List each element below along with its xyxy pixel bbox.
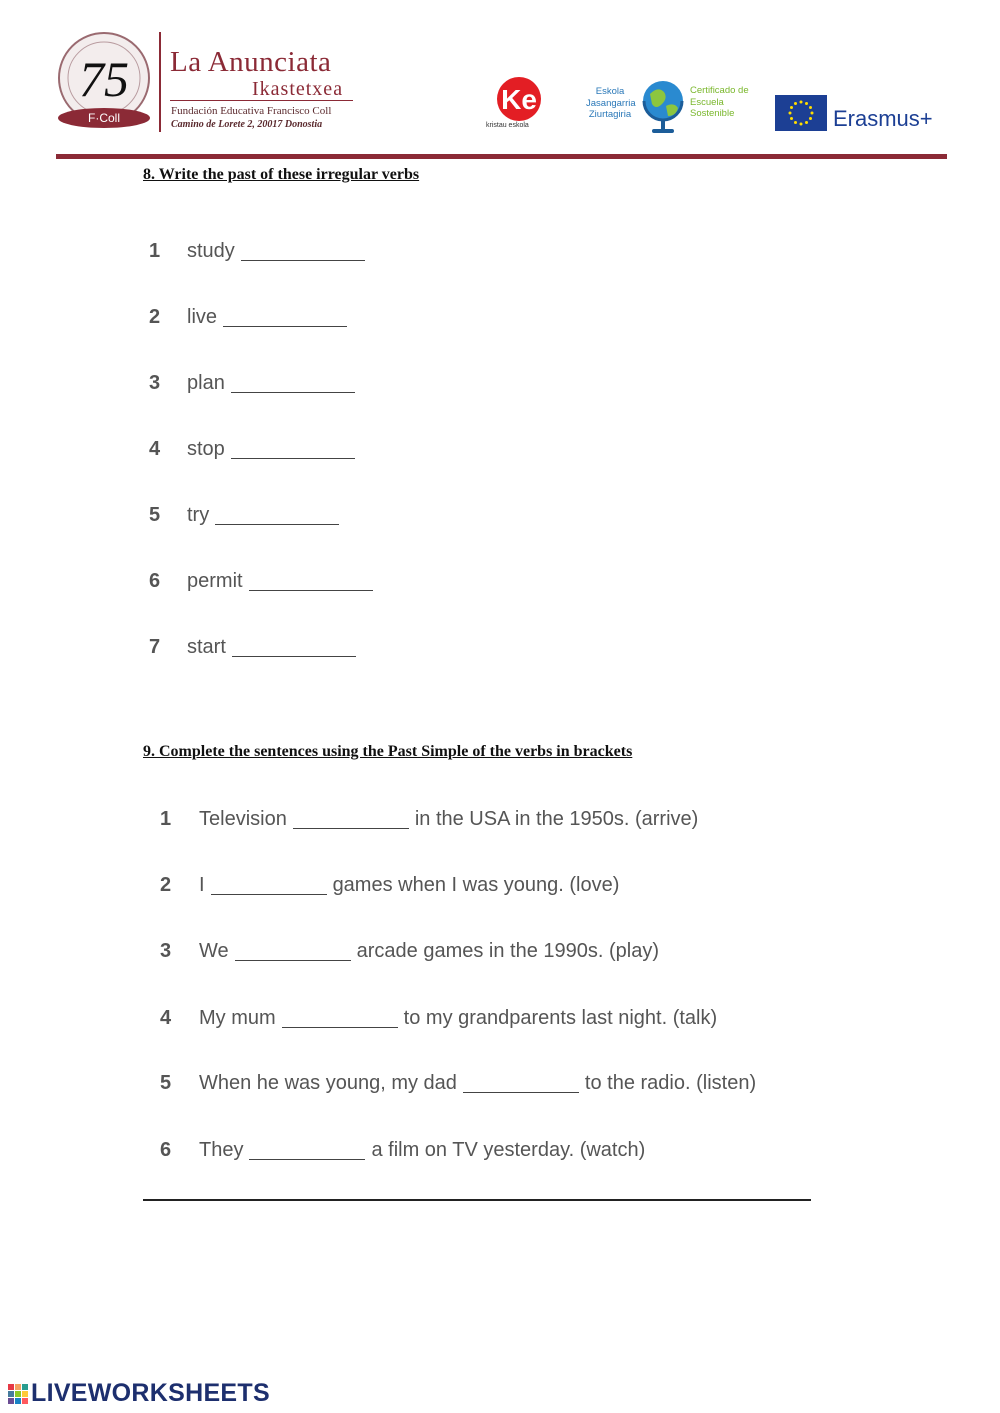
answer-blank-8-5[interactable] [215, 523, 339, 525]
verb-word: live [187, 306, 218, 328]
sentence-item-2 [160, 874, 619, 897]
answer-blank-8-1[interactable] [241, 259, 365, 261]
header-bar [56, 154, 947, 159]
answer-blank-8-7[interactable] [232, 655, 356, 657]
school-subtitle: Ikastetxea [252, 78, 344, 100]
verb-word: try [187, 504, 210, 526]
verb-number: 3 [149, 372, 161, 394]
sentence-after: to my grandparents last night. (talk) [403, 1007, 718, 1029]
erasmus-label: Erasmus+ [833, 106, 933, 131]
verb-number: 7 [149, 636, 161, 658]
sentence-number: 4 [160, 1007, 172, 1029]
sentence-after: in the USA in the 1950s. (arrive) [414, 808, 699, 830]
answer-blank-8-4[interactable] [231, 457, 355, 459]
sentence-number: 6 [160, 1139, 172, 1161]
answer-blank-9-3[interactable] [235, 959, 351, 961]
ke-caption: kristau eskola [486, 122, 529, 129]
seal-number: 75 [79, 51, 129, 107]
answer-blank-9-1[interactable] [293, 827, 409, 829]
answer-blank-9-6[interactable] [249, 1158, 365, 1160]
sentence-after: games when I was young. (love) [332, 874, 620, 896]
globe-puzzle-icon [638, 76, 688, 136]
eu-flag-icon [775, 95, 827, 131]
eskola-label: Eskola Jasangarria Ziurtagiria [586, 86, 636, 120]
school-address: Camino de Lorete 2, 20017 Donostia [171, 119, 323, 130]
sentence-before: When he was young, my dad [199, 1072, 457, 1094]
sentence-number: 5 [160, 1072, 172, 1094]
svg-text:Ke: Ke [501, 84, 537, 115]
verb-word: start [187, 636, 226, 658]
foundation-name: Fundación Educativa Francisco Coll [171, 105, 332, 117]
section-8-title: 8. Write the past of these irregular verbs [143, 166, 420, 183]
sentence-before: We [199, 940, 229, 962]
brand-rule [170, 100, 353, 101]
sentence-item-1 [160, 808, 698, 831]
sentence-item-3 [160, 940, 659, 963]
verb-number: 6 [149, 570, 161, 592]
sentence-before: I [199, 874, 205, 896]
verb-word: plan [187, 372, 225, 394]
answer-blank-9-5[interactable] [463, 1091, 579, 1093]
answer-blank-8-2[interactable] [223, 325, 347, 327]
school-seal-logo [56, 30, 152, 132]
section-9-title: 9. Complete the sentences using the Past Simple of the verbs in brackets [143, 743, 633, 760]
sentence-before: Television [199, 808, 287, 830]
answer-blank-9-4[interactable] [282, 1026, 398, 1028]
sentence-after: arcade games in the 1990s. (play) [356, 940, 660, 962]
certificado-label: Certificado de Escuela Sostenible [690, 85, 749, 119]
sentence-item-4 [160, 1007, 717, 1030]
answer-blank-8-6[interactable] [249, 589, 373, 591]
sentence-after: to the radio. (listen) [584, 1072, 757, 1094]
sentence-after: a film on TV yesterday. (watch) [371, 1139, 646, 1161]
verb-number: 4 [149, 438, 161, 460]
verb-number: 1 [149, 240, 161, 262]
liveworksheets-brand[interactable]: LIVEWORKSHEETS [31, 1379, 270, 1407]
verb-word: stop [187, 438, 225, 460]
sentence-item-6 [160, 1139, 645, 1162]
header-divider [159, 32, 161, 132]
school-name: La Anunciata [170, 46, 332, 78]
answer-blank-8-3[interactable] [231, 391, 355, 393]
verb-word: permit [187, 570, 243, 592]
sentence-before: They [199, 1139, 244, 1161]
sentence-number: 1 [160, 808, 172, 830]
sentence-item-5 [160, 1072, 756, 1095]
sentence-number: 2 [160, 874, 172, 896]
verb-number: 2 [149, 306, 161, 328]
answer-blank-9-2[interactable] [211, 893, 327, 895]
verb-word: study [187, 240, 235, 262]
bottom-rule [143, 1199, 811, 1201]
seal-caption: F·Coll [88, 111, 120, 125]
verb-number: 5 [149, 504, 161, 526]
sentence-before: My mum [199, 1007, 276, 1029]
sentence-number: 3 [160, 940, 172, 962]
liveworksheets-logo-icon [8, 1384, 30, 1406]
